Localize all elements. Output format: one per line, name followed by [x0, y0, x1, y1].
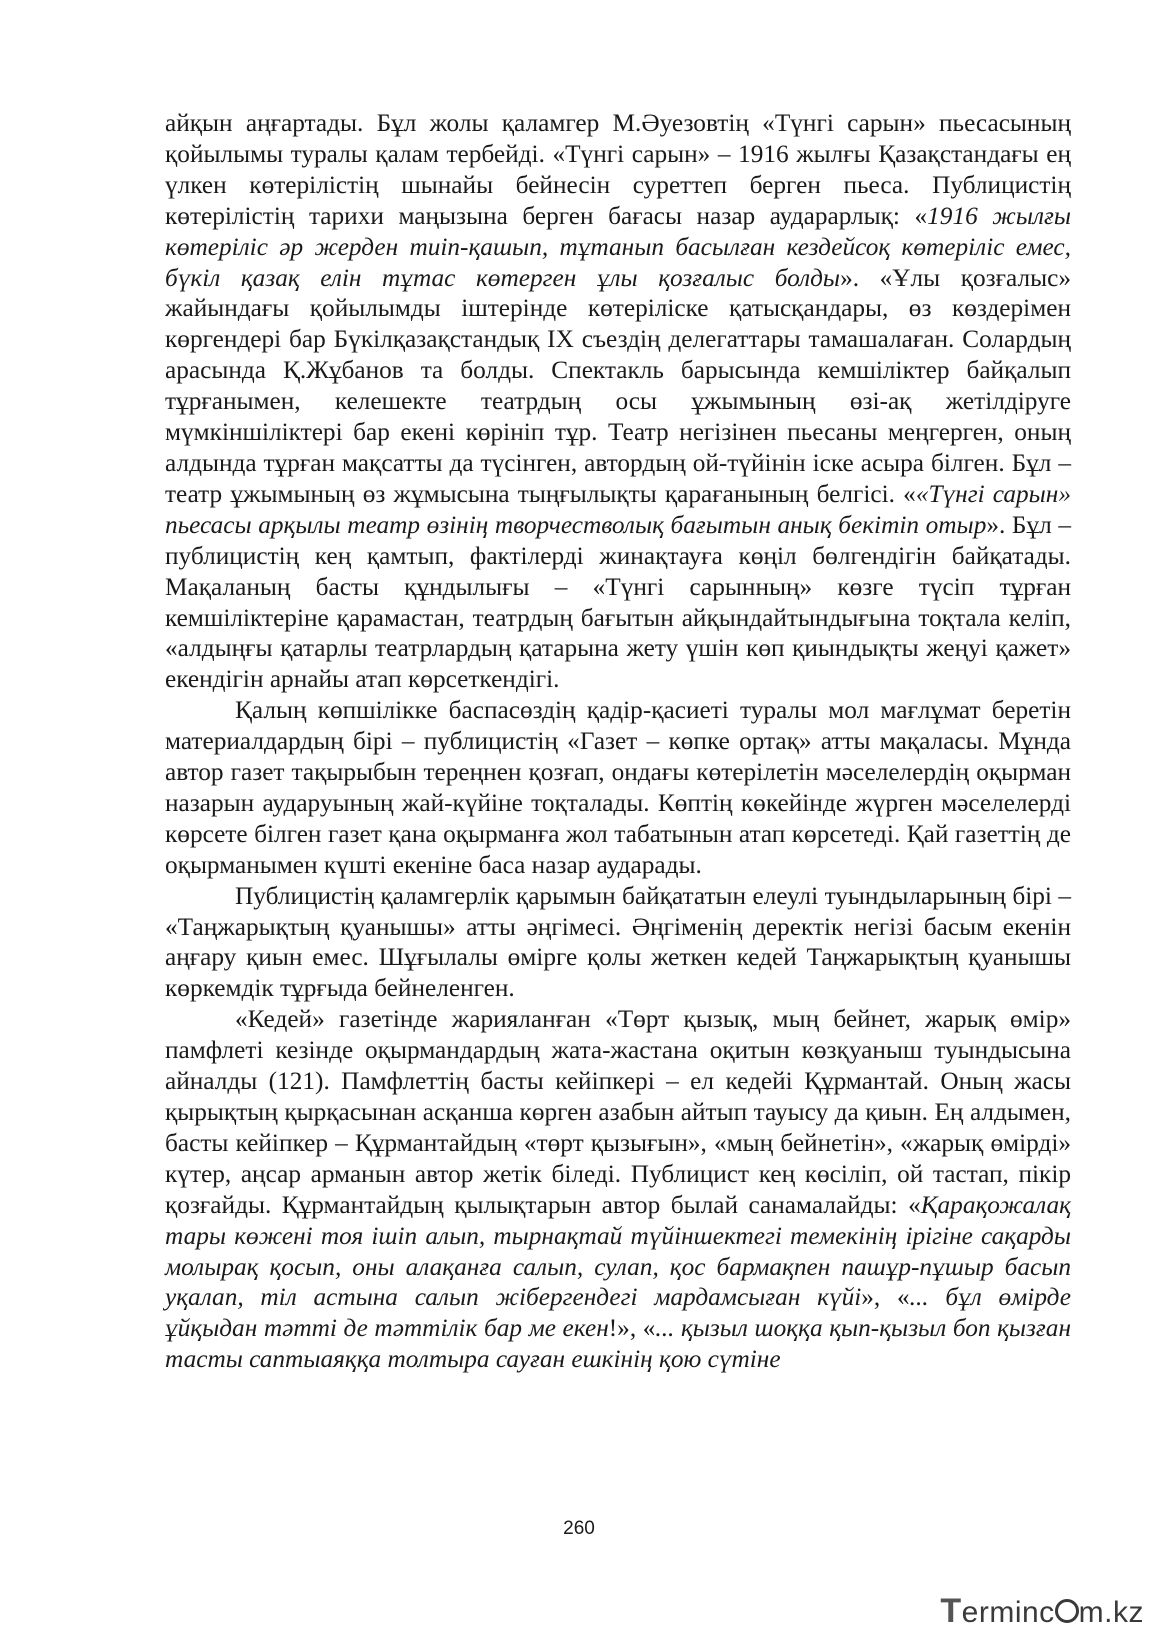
italic-quote: 1916 жылғы көтеріліс әр жерден тиіп-қашып, тұтанып басылған кездейсоқ көтеріліс емес, бүкіл қазақ елін тұтас көтерген ұлы қозғалыс болды	[165, 201, 1071, 292]
watermark-part1: ermin	[961, 1596, 1040, 1629]
text-run: ». «Ұлы қозғалыс» жайындағы қойылымды іштерінде көтеріліске қатысқандары, өз көздерімен көргендері бар Бүкілқазақстандық IX съездің делегаттары тамашалаған. Солардың арасында Қ.Жұбанов та болды. Спектакль барысында кемшіліктер байқалып тұрғанымен, келешекте театрдың осы ұжымының өзі-ақ жетілдіруге мүмкіншіліктері бар екені көрініп тұр. Театр негізінен пьесаны меңгерген, оның алдында тұрған мақсатты да түсінген, автордың ой-түйінін іске асыра білген. Бұл – театр ұжымының өз жұмысына тыңғылықты қарағанының белгісі. «	[165, 263, 1071, 508]
text-run: », «	[861, 1283, 910, 1312]
watermark-logo	[940, 1592, 1144, 1631]
watermark-circle-icon	[1055, 1599, 1079, 1623]
italic-quote: ... бұл өмірде ұйқыдан тәтті де тәттілік бар ме екен	[165, 1283, 1071, 1343]
text-run: Публицистің қаламгерлік қарымын байқататын елеулі туындыларының бірі – «Таңжарықтың қуанышы» атты әңгімесі. Әңгіменің деректік негізі басым екенін аңғару қиын емес. Шұғылалы өмірге қолы жеткен кедей Таңжарықтың қуанышы көркемдік тұрғыда бейнеленген.	[165, 881, 1071, 1003]
italic-quote: ... қызыл шоққа қып-қызыл боп қызған тасты саптыаяққа толтыра сауған ешкінің қою сүтіне	[165, 1314, 1071, 1374]
text-run: айқын аңғартады. Бұл жолы қаламгер М.Әуезовтің «Түнгі сарын» пьесасының қойылымы туралы қалам тербейді. «Түнгі сарын» – 1916 жылғы Қазақстандағы ең үлкен көтерілістің шынайы бейнесін суреттеп берген пьеса. Публицистің көтерілістің тарихи маңызына берген бағасы назар аударарлық: «	[165, 109, 1071, 230]
watermark-part2: c	[1039, 1596, 1055, 1629]
text-run: ». Бұл – публицистің кең қамтып, фактілерді жинақтауға көңіл бөлгендігін байқатады. Мақаланың басты құндылығы – «Түнгі сарынның» көзге түсіп тұрған кемшіліктеріне қарамастан, театрдың бағытын айқындайтындығына тоқтала келіп, «алдыңғы қатарлы театрлардың қатарына жету үшін көп қиындықты жеңуі қажет» екендігін арнайы атап көрсеткендігі.	[165, 510, 1071, 694]
watermark-lead-letter: T	[940, 1592, 962, 1630]
text-run: !», «	[608, 1314, 656, 1343]
paragraph	[165, 108, 1071, 695]
italic-quote: «Түнгі сарын» пьесасы арқылы театр өзінің творчестволық бағытын анық бекітіп отыр	[165, 479, 1071, 539]
watermark-part3: m.kz	[1078, 1596, 1144, 1629]
text-run: «Кедей» газетінде жарияланған «Төрт қызық, мың бейнет, жарық өмір» памфлеті кезінде оқырмандардың жата-жастана оқитын көзқуаныш туындысына айналды (121). Памфлеттің басты кейіпкері – ел кедейі Құрмантай. Оның жасы қырықтың қырқасынан асқанша көрген азабын айтып тауысу да қиын. Ең алдымен, басты кейіпкер – Құрмантайдың «төрт қызығын», «мың бейнетін», «жарық өмірді» күтер, аңсар арманын автор жетік біледі. Публицист кең көсіліп, ой тастап, пікір қозғайды. Құрмантайдың қылықтарын автор былай санамалайды: «	[165, 1005, 1071, 1219]
paragraph	[165, 1004, 1071, 1375]
italic-quote: Қарақожалақ тары көжені тоя ішіп алып, тырнақтай түйіншектегі темекінің ірігіне сақарды молырақ қосып, оны алақанға салып, сулап, қос бармақпен пашұр-пұшыр басып уқалап, тіл астына салып жібергендегі мардамсыған күйі	[165, 1190, 1071, 1312]
paragraph	[165, 695, 1071, 880]
text-run: Қалың көпшілікке баспасөздің қадір-қасиеті туралы мол мағлұмат беретін материалдардың бірі – публицистің «Газет – көпке ортақ» атты мақаласы. Мұнда автор газет тақырыбын тереңнен қозғап, ондағы көтерілетін мәселелердің оқырман назарын аударуының жай-күйіне тоқталады. Көптің көкейінде жүрген мәселелерді көрсете білген газет қана оқырманға жол табатынын атап көрсетеді. Қай газеттің де оқырманымен күшті екеніне баса назар аударады.	[165, 696, 1071, 879]
paragraph	[165, 881, 1071, 1005]
page-body-text	[165, 108, 1071, 1375]
page-number: 260	[563, 1518, 595, 1539]
